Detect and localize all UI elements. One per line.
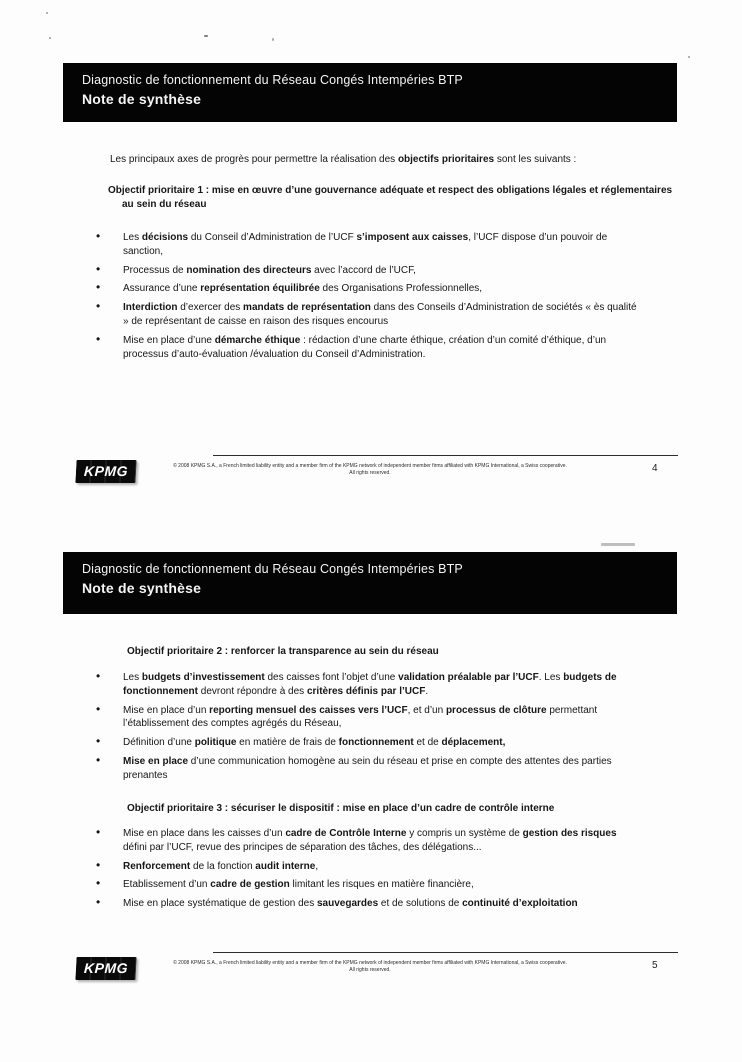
footer-rule: [213, 952, 678, 953]
scan-artifact: [49, 37, 51, 39]
copyright-text: [63, 960, 677, 973]
bullet-item: • Renforcement de la fonction audit interne,: [95, 860, 640, 874]
bullet-item: • Définition d’une politique en matière de frais de fonctionnement et de déplacement,: [95, 736, 640, 750]
document-subtitle: Note de synthèse: [82, 580, 202, 596]
kpmg-logo: KPMG: [75, 957, 136, 980]
scan-artifact: [601, 543, 635, 546]
bullet-item: • Interdiction d’exercer des mandats de représentation dans des Conseils d’Administration de sociétés « ès qualité » de représentant de caisse en raison des risques encourus: [95, 301, 640, 329]
scan-artifact: [272, 38, 274, 41]
copyright-line: © 2008 KPMG S.A., a French limited liability entity and a member firm of the KPMG network of independent member firms affiliated with KPMG International, a Swiss cooperative.: [173, 463, 567, 469]
bullet-item: • Mise en place d’un reporting mensuel des caisses vers l’UCF, et d’un processus de clôture permettant l’établissement des comptes agrégés du Réseau,: [95, 704, 640, 732]
page-footer: [63, 952, 677, 992]
objective-1-heading: Objectif prioritaire 1 : mise en œuvre d’une gouvernance adéquate et respect des obligations légales et réglementaires au sein du réseau: [108, 185, 673, 210]
bullet-item: • Mise en place d’une communication homogène au sein du réseau et prise en compte des attentes des parties prenantes: [95, 755, 640, 783]
objective-1-bullet-list: [95, 231, 645, 366]
document-title: Diagnostic de fonctionnement du Réseau Congés Intempéries BTP: [82, 73, 463, 87]
footer-rule: [213, 455, 678, 456]
bullet-item: • Les budgets d’investissement des caisses font l’objet d’une validation préalable par l’UCF. Les budgets de fonctionnement devront répondre à des critères définis par l’UCF.: [95, 671, 640, 699]
scan-artifact: [204, 35, 208, 37]
objective-2-heading: Objectif prioritaire 2 : renforcer la transparence au sein du réseau: [127, 646, 439, 657]
header-bar: [63, 552, 677, 614]
page-number: 5: [652, 960, 658, 971]
objective-3-bullet-list: [95, 827, 645, 916]
bullet-item: • Processus de nomination des directeurs avec l’accord de l’UCF,: [95, 264, 640, 278]
bullet-item: • Mise en place systématique de gestion des sauvegardes et de solutions de continuité d’exploitation: [95, 897, 640, 911]
kpmg-logo: KPMG: [75, 460, 136, 483]
rights-line: All rights reserved.: [349, 469, 391, 476]
page-number: 4: [652, 463, 658, 474]
intro-paragraph: Les principaux axes de progrès pour permettre la réalisation des objectifs prioritaires sont les suivants :: [110, 154, 577, 165]
page-footer: [63, 455, 677, 495]
bullet-item: • Les décisions du Conseil d’Administration de l’UCF s’imposent aux caisses, l’UCF dispose d’un pouvoir de sanction,: [95, 231, 640, 259]
copyright-line: © 2008 KPMG S.A., a French limited liability entity and a member firm of the KPMG network of independent member firms affiliated with KPMG International, a Swiss cooperative.: [173, 960, 567, 966]
header-bar: [63, 63, 677, 122]
bullet-item: • Etablissement d’un cadre de gestion limitant les risques en matière financière,: [95, 878, 640, 892]
bullet-item: • Assurance d’une représentation équilibrée des Organisations Professionnelles,: [95, 282, 640, 296]
document-subtitle: Note de synthèse: [82, 91, 202, 107]
bullet-item: • Mise en place dans les caisses d’un cadre de Contrôle Interne y compris un système de gestion des risques défini par l’UCF, revue des principes de séparation des tâches, des délégations...: [95, 827, 640, 855]
scan-artifact: [46, 12, 48, 14]
slide-page-4: [63, 63, 677, 503]
rights-line: All rights reserved.: [349, 966, 391, 973]
document-title: Diagnostic de fonctionnement du Réseau Congés Intempéries BTP: [82, 562, 463, 576]
scan-artifact: [688, 56, 690, 58]
slide-page-5: [63, 552, 677, 1012]
objective-2-bullet-list: [95, 671, 645, 788]
copyright-text: [63, 463, 677, 476]
objective-3-heading: Objectif prioritaire 3 : sécuriser le dispositif : mise en place d’un cadre de contrôle interne: [127, 803, 555, 814]
bullet-item: • Mise en place d’une démarche éthique : rédaction d’une charte éthique, création d’un comité d’éthique, d’un processus d’auto-évaluation /évaluation du Conseil d’Administration.: [95, 334, 640, 362]
